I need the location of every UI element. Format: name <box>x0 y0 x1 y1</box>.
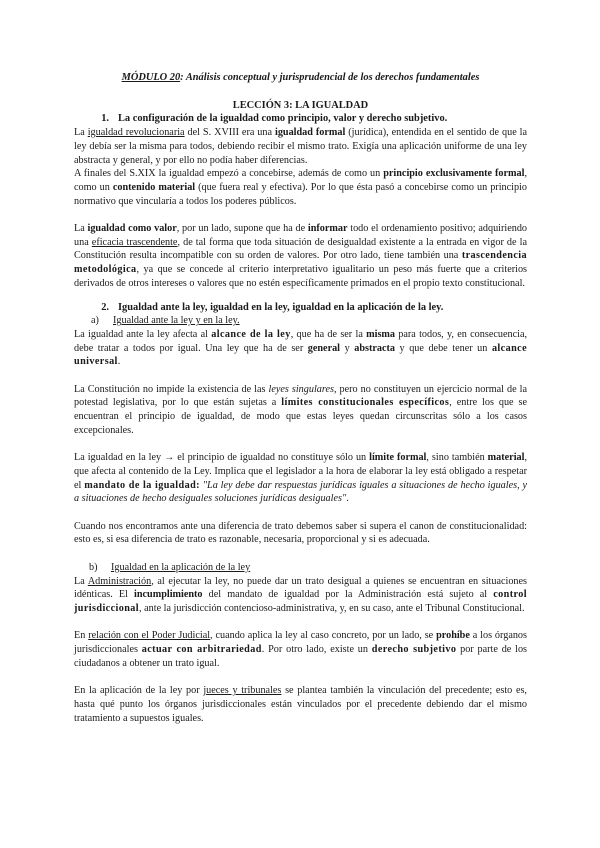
section-1-heading: 1. La configuración de la igualdad como principio, valor y derecho subjetivo. <box>101 113 448 125</box>
paragraph-igualdad-en-la-ley: La igualdad en la ley → el principio de igualdad no constituye sólo un límite formal, sino también material, que afecta al contenido de la Ley. Implica que el legislador a la hora de elaborar la ley está obligado a respetar el mandato de la igualdad: "La ley debe dar respuestas jurídicas iguales a situaciones de hecho iguales, y a situaciones de hecho desiguales soluciones jurídicas desiguales". <box>74 452 527 505</box>
module-title <box>74 71 527 85</box>
document-content <box>74 71 527 725</box>
paragraph-siglo-xix: A finales del S.XIX la igualdad empezó a concebirse, además de como un principio exclusivamente formal, como un contenido material (que fuera real y efectiva). Por lo que ésta pasó a concebirse como un principio normativo que vincularía a todos los poderes públicos. <box>74 168 527 207</box>
paragraph-igualdad-revolucionaria: La igualdad revolucionaria del S. XVIII era una igualdad formal (jurídica), entendida en el sentido de que la ley debía ser la misma para todos, debiendo recibir el mismo trato. Exigía una aplicación uniforme de una ley abstracta y general, y por ello no podía haber diferencias. <box>74 127 528 166</box>
paragraph-precedente: En la aplicación de la ley por jueces y tribunales se plantea también la vinculación del precedente; esto es, hasta qué punto los órganos jurisdiccionales están vinculados por el precedente debiendo dar el mismo tratamiento a supuestos iguales. <box>74 685 527 724</box>
paragraph-canon-constitucionalidad: Cuando nos encontramos ante una diferencia de trato debemos saber si supera el canon de constitucionalidad: esto es, si esa diferencia de trato es razonable, necesaria, proporcional y si es adecuada. <box>74 520 527 546</box>
paragraph-leyes-singulares: La Constitución no impide la existencia de las leyes singulares, pero no constituyen un ejercicio normal de la potestad legislativa, por lo que están sujetas a límites constitucionales específicos, entre los que se encuentran el principio de igualdad, de modo que estas leyes quedan circunscritas sólo a los casos excepcionales. <box>74 383 528 436</box>
paragraph-igualdad-como-valor: La igualdad como valor, por un lado, supone que ha de informar todo el ordenamiento positivo; adquiriendo una eficacia trascendente, de tal forma que toda situación de desigualdad existente a la entrada en vigor de la Constitución resulta incompatible con su orden de valores. Por otro lado, tiene también una trascendencia metodológica, ya que se concede al criterio interpretativo igualitario un peso más fuerte que a criterios derivados de otros intereses o valores que no estén específicamente primados en el propio texto constitucional. <box>74 223 528 289</box>
paragraph-poder-judicial: En relación con el Poder Judicial, cuando aplica la ley al caso concreto, por un lado, se prohíbe a los órganos jurisdiccionales actuar con arbitrariedad. Por otro lado, existe un derecho subjetivo por parte de los ciudadanos a obtener un trato igual. <box>74 630 528 669</box>
lesson-title: LECCIÓN 3: LA IGUALDAD <box>232 99 369 111</box>
subsection-a-heading: a) Igualdad ante la ley y en la ley. <box>91 315 240 327</box>
paragraph-administracion: La Administración, al ejecutar la ley, no puede dar un trato desigual a quienes se encuentran en situaciones idénticas. El incumplimiento del mandato de igualdad por la Administración está sujeto al control jurisdiccional, ante la jurisdicción contencioso-administrativa, y, en su caso, ante el Tribunal Constitucional. <box>74 575 527 614</box>
section-2-heading: 2. Igualdad ante la ley, igualdad en la ley, igualdad en la aplicación de la ley. <box>101 301 444 313</box>
module-title-text: : Análisis conceptual y jurisprudencial de los derechos fundamentales <box>180 72 480 83</box>
paragraph-igualdad-ante-la-ley: La igualdad ante la ley afecta al alcance de la ley, que ha de ser la misma para todos, y, en consecuencia, debe tratar a todos por igual. Una ley que ha de ser general y abstracta y que debe tener un alcance universal. <box>74 328 528 368</box>
subsection-b-heading: b) Igualdad en la aplicación de la ley <box>89 561 251 573</box>
module-number: MÓDULO 20 <box>121 72 181 83</box>
